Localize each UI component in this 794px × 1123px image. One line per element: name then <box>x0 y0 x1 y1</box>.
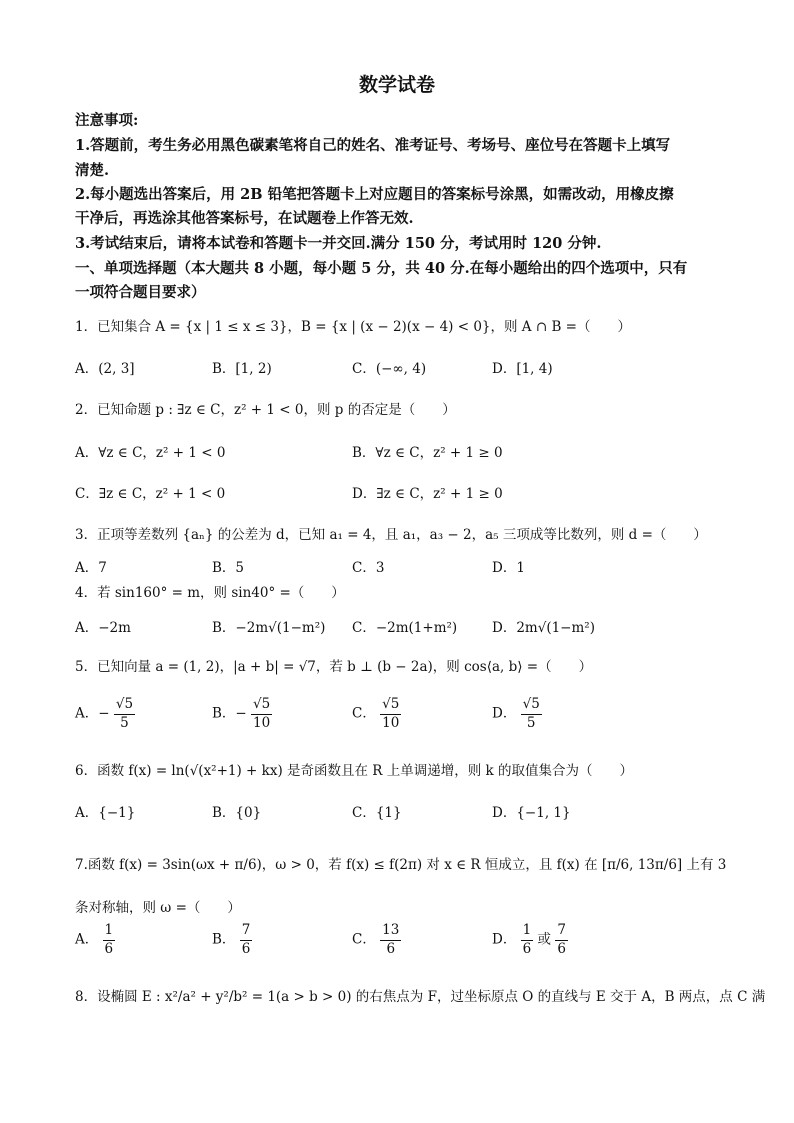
denominator: 6 <box>522 940 532 957</box>
denominator: 6 <box>386 940 396 957</box>
question-1-option-c: C．(−∞, 4) <box>352 361 427 377</box>
question-6-option-a: A．{−1} <box>75 805 136 821</box>
question-3-option-d: D．1 <box>492 560 525 576</box>
fraction <box>114 698 135 730</box>
question-7-stem-line-2: 条对称轴，则 ω =（ ） <box>75 900 241 916</box>
question-2-option-b: B．∀z ∈ C，z² + 1 ≥ 0 <box>352 445 503 461</box>
question-7-option-b <box>212 924 252 956</box>
question-2-stem: 2．已知命题 p : ∃z ∈ C，z² + 1 < 0，则 p 的否定是（ ） <box>75 402 456 418</box>
question-4-option-d: D．2m√(1−m²) <box>492 620 595 636</box>
fraction <box>240 924 253 956</box>
question-3-option-b: B．5 <box>212 560 245 576</box>
numerator: 7 <box>555 924 568 941</box>
question-1-stem: 1．已知集合 A = {x | 1 ≤ x ≤ 3}，B = {x | (x − 2)(x − 4) < 0}，则 A ∩ B =（ ） <box>75 319 631 335</box>
option-label: A． <box>75 931 99 948</box>
numerator: √5 <box>251 698 272 715</box>
numerator: √5 <box>114 698 135 715</box>
option-label: C． <box>352 931 376 948</box>
question-6-option-c: C．{1} <box>352 805 402 821</box>
fraction <box>251 698 272 730</box>
note-2-line-2: 干净后，再选涂其他答案标号，在试题卷上作答无效. <box>75 210 414 227</box>
question-6-option-b: B．{0} <box>212 805 262 821</box>
denominator: 10 <box>253 714 271 731</box>
question-3-option-a: A．7 <box>75 560 107 576</box>
numerator: 1 <box>103 924 116 941</box>
fraction <box>521 924 534 956</box>
question-2-option-c: C．∃z ∈ C，z² + 1 < 0 <box>75 486 226 502</box>
fraction <box>555 924 568 956</box>
question-7-option-c <box>352 924 401 956</box>
denominator: 10 <box>382 714 400 731</box>
question-6-stem: 6．函数 f(x) = ln(√(x²+1) + kx) 是奇函数且在 R 上单调递增，则 k 的取值集合为（ ） <box>75 763 634 779</box>
fraction <box>521 698 542 730</box>
denominator: 6 <box>104 940 114 957</box>
fraction <box>380 698 401 730</box>
section-1-heading-line-2: 一项符合题目要求） <box>75 284 206 301</box>
numerator: 7 <box>240 924 253 941</box>
option-label: A．− <box>75 705 110 722</box>
fraction <box>103 924 116 956</box>
option-label: C． <box>352 705 376 722</box>
question-6-option-d: D．{−1, 1} <box>492 805 571 821</box>
numerator: √5 <box>380 698 401 715</box>
note-1-line-1: 1.答题前，考生务必用黑色碳素笔将自己的姓名、准考证号、考场号、座位号在答题卡上填写 <box>75 137 671 154</box>
question-7-stem-line-1: 7.函数 f(x) = 3sin(ωx + π/6)，ω > 0，若 f(x) ≤ f(2π) 对 x ∈ R 恒成立，且 f(x) 在 [π/6, 13π/6] 上有 3 <box>75 857 727 873</box>
question-5-option-c <box>352 698 401 730</box>
section-1-heading-line-1: 一、单项选择题（本大题共 8 小题，每小题 5 分，共 40 分.在每小题给出的四个选项中，只有 <box>75 260 688 277</box>
question-4-option-a: A．−2m <box>75 620 131 636</box>
question-5-option-b <box>212 698 272 730</box>
question-7-option-d <box>492 924 568 956</box>
question-4-option-c: C．−2m(1+m²) <box>352 620 458 636</box>
question-2-option-d: D．∃z ∈ C，z² + 1 ≥ 0 <box>352 486 503 502</box>
numerator: 1 <box>521 924 534 941</box>
question-1-option-b: B．[1, 2) <box>212 361 272 377</box>
note-1-line-2: 清楚. <box>75 162 110 179</box>
question-3-option-c: C．3 <box>352 560 385 576</box>
denominator: 6 <box>557 940 566 957</box>
question-5-option-a <box>75 698 135 730</box>
question-5-stem: 5．已知向量 a = (1, 2)，|a + b| = √7，若 b ⊥ (b − 2a)，则 cos⟨a, b⟩ =（ ） <box>75 659 593 675</box>
note-3: 3.考试结束后，请将本试卷和答题卡一并交回.满分 150 分，考试用时 120 分钟. <box>75 235 602 252</box>
conjunction-or: 或 <box>537 931 552 948</box>
option-label: B．− <box>212 705 247 722</box>
question-1-option-d: D．[1, 4) <box>492 361 553 377</box>
option-label: D． <box>492 705 517 722</box>
page-title: 数学试卷 <box>358 74 435 96</box>
question-5-option-d <box>492 698 542 730</box>
question-7-option-a <box>75 924 115 956</box>
question-4-stem: 4．若 sin160° = m，则 sin40° =（ ） <box>75 585 345 601</box>
denominator: 5 <box>120 714 129 731</box>
option-label: D． <box>492 931 517 948</box>
numerator: 13 <box>380 924 401 941</box>
question-1-option-a: A．(2, 3] <box>75 361 135 377</box>
question-3-stem: 3．正项等差数列 {aₙ} 的公差为 d，已知 a₁ = 4，且 a₁，a₃ − 2，a₅ 三项成等比数列，则 d =（ ） <box>75 527 707 543</box>
fraction <box>380 924 401 956</box>
option-label: B． <box>212 931 236 948</box>
question-4-option-b: B．−2m√(1−m²) <box>212 620 326 636</box>
denominator: 5 <box>526 714 536 731</box>
notes-heading: 注意事项: <box>75 112 139 129</box>
note-2-line-1: 2.每小题选出答案后，用 2B 铅笔把答题卡上对应题目的答案标号涂黑，如需改动，用橡皮擦 <box>75 186 674 203</box>
denominator: 6 <box>241 940 251 957</box>
question-2-option-a: A．∀z ∈ C，z² + 1 < 0 <box>75 445 226 461</box>
numerator: √5 <box>521 698 542 715</box>
question-8-stem: 8．设椭圆 E : x²/a² + y²/b² = 1(a > b > 0) 的右焦点为 F，过坐标原点 O 的直线与 E 交于 A，B 两点，点 C 满 <box>75 989 766 1005</box>
